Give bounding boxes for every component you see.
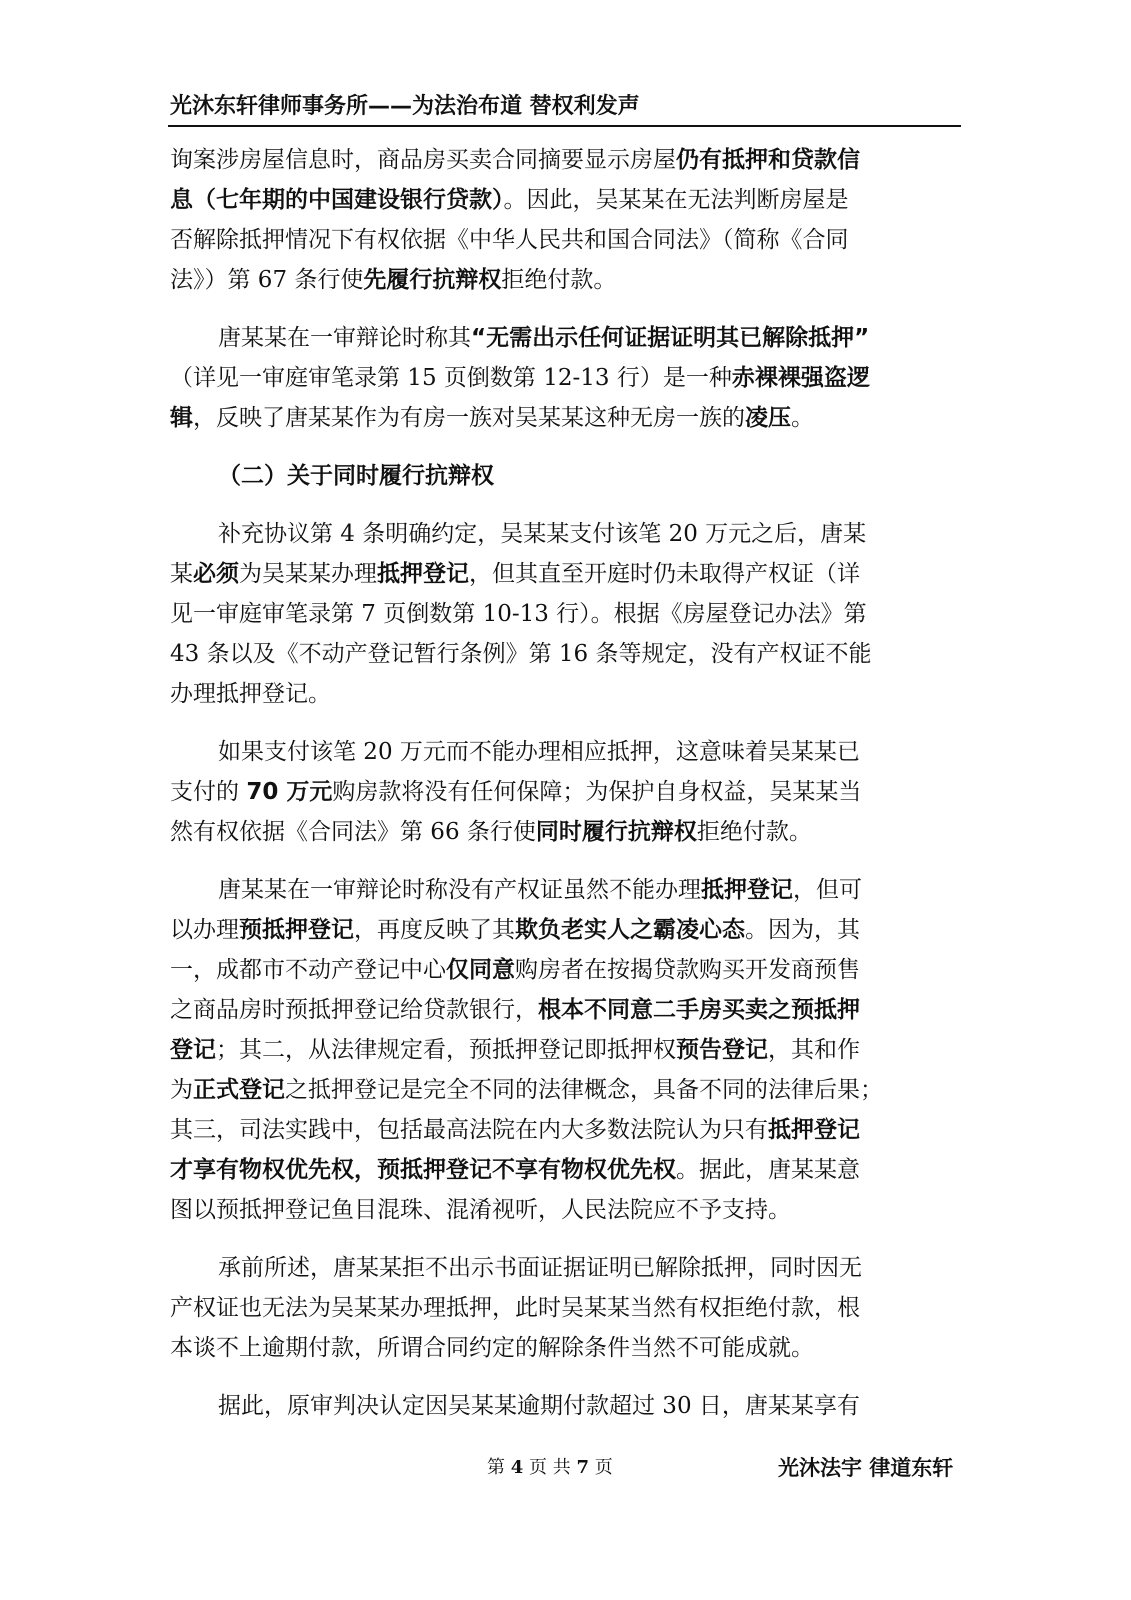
body-text: 购房者在按揭贷款购买开发商预售 bbox=[515, 957, 860, 983]
footer-slogan: 光沐法宇 律道东轩 bbox=[778, 1456, 954, 1480]
text-line bbox=[170, 950, 960, 990]
emphasis-text: 赤裸裸强盗逻 bbox=[731, 365, 870, 391]
text-line bbox=[170, 1150, 960, 1190]
page-number: 第 4 页 共 7 页 bbox=[487, 1457, 613, 1478]
text-line bbox=[170, 1030, 960, 1070]
emphasis-text: 才享有物权优先权，预抵押登记不享有物权优先权 bbox=[170, 1157, 676, 1183]
body-text: 拒绝付款。 bbox=[696, 819, 812, 845]
text-line bbox=[170, 260, 960, 300]
paragraph-p4 bbox=[170, 514, 960, 714]
body-text: 之抵押登记是完全不同的法律概念，具备不同的法律后果； bbox=[285, 1077, 883, 1103]
text-line bbox=[170, 398, 960, 438]
text-line bbox=[170, 318, 960, 358]
text-line bbox=[170, 594, 960, 634]
body-text: 支付的 bbox=[170, 779, 247, 805]
paragraph-p3 bbox=[170, 456, 960, 496]
emphasis-text: 预告登记 bbox=[676, 1037, 768, 1063]
text-line bbox=[170, 674, 960, 714]
emphasis-text: 预抵押登记 bbox=[239, 917, 354, 943]
header-divider bbox=[168, 125, 961, 127]
body-text: 见一审庭审笔录第 7 页倒数第 10-13 行）。根据《房屋登记办法》第 bbox=[170, 601, 867, 627]
body-text: 购房款将没有任何保障；为保护自身权益，吴某某当 bbox=[332, 779, 862, 805]
body-text: 本谈不上逾期付款，所谓合同约定的解除条件当然不可能成就。 bbox=[170, 1335, 814, 1361]
emphasis-text: 凌压 bbox=[745, 405, 791, 431]
body-text: 补充协议第 4 条明确约定，吴某某支付该笔 20 万元之后，唐某 bbox=[218, 521, 867, 547]
document-body bbox=[170, 140, 960, 1426]
body-text: 某 bbox=[170, 561, 193, 587]
paragraph-p7 bbox=[170, 1248, 960, 1368]
body-text: 图以预抵押登记鱼目混珠、混淆视听，人民法院应不予支持。 bbox=[170, 1197, 791, 1223]
text-line bbox=[170, 910, 960, 950]
emphasis-text: “无需出示任何证据证明其已解除抵押” bbox=[471, 325, 870, 351]
body-text: 否解除抵押情况下有权依据《中华人民共和国合同法》（简称《合同 bbox=[170, 227, 849, 253]
body-text: ，其和作 bbox=[768, 1037, 860, 1063]
text-line bbox=[170, 634, 960, 674]
page-header: 光沐东轩律师事务所——为法治布道 替权利发声 bbox=[170, 94, 640, 119]
text-line bbox=[170, 554, 960, 594]
text-line bbox=[170, 456, 960, 496]
body-text: 承前所述，唐某某拒不出示书面证据证明已解除抵押，同时因无 bbox=[218, 1255, 862, 1281]
emphasis-text: 70 万元 bbox=[246, 779, 333, 805]
text-line bbox=[170, 140, 960, 180]
emphasis-text: 先履行抗辩权 bbox=[363, 267, 502, 293]
text-line bbox=[170, 1070, 960, 1110]
text-line bbox=[170, 772, 960, 812]
body-text: 。因此，吴某某在无法判断房屋是 bbox=[503, 187, 849, 213]
text-line bbox=[170, 1288, 960, 1328]
body-text: 法》）第 67 条行使 bbox=[170, 267, 364, 293]
text-line bbox=[170, 220, 960, 260]
emphasis-text: 正式登记 bbox=[193, 1077, 285, 1103]
body-text: 一，成都市不动产登记中心 bbox=[170, 957, 446, 983]
body-text: 然有权依据《合同法》第 66 条行使 bbox=[170, 819, 536, 845]
body-text: 其三，司法实践中，包括最高法院在内大多数法院认为只有 bbox=[170, 1117, 768, 1143]
body-text: 产权证也无法为吴某某办理抵押，此时吴某某当然有权拒绝付款，根 bbox=[170, 1295, 860, 1321]
body-text: 如果支付该笔 20 万元而不能办理相应抵押，这意味着吴某某已 bbox=[218, 739, 860, 765]
text-line bbox=[170, 990, 960, 1030]
body-text: 据此，原审判决认定因吴某某逾期付款超过 30 日，唐某某享有 bbox=[218, 1393, 860, 1419]
body-text: 办理抵押登记。 bbox=[170, 681, 331, 707]
emphasis-text: 根本不同意二手房买卖之预抵押 bbox=[538, 997, 860, 1023]
text-line bbox=[170, 180, 960, 220]
body-text: 。因为，其 bbox=[745, 917, 860, 943]
text-line bbox=[170, 732, 960, 772]
text-line bbox=[170, 1386, 960, 1426]
body-text: ，再度反映了其 bbox=[354, 917, 515, 943]
emphasis-text: 仅同意 bbox=[446, 957, 515, 983]
emphasis-text: 抵押登记 bbox=[768, 1117, 860, 1143]
paragraph-p2 bbox=[170, 318, 960, 438]
text-line bbox=[170, 358, 960, 398]
body-text: 为 bbox=[170, 1077, 193, 1103]
emphasis-text: 仍有抵押和贷款信 bbox=[676, 147, 860, 173]
text-line bbox=[170, 514, 960, 554]
emphasis-text: 辑 bbox=[170, 405, 193, 431]
body-text: 。据此，唐某某意 bbox=[676, 1157, 860, 1183]
emphasis-text: 欺负老实人之霸凌心态 bbox=[515, 917, 745, 943]
body-text: ；其二，从法律规定看，预抵押登记即抵押权 bbox=[216, 1037, 676, 1063]
body-text: 唐某某在一审辩论时称其 bbox=[218, 325, 471, 351]
text-line bbox=[170, 1190, 960, 1230]
emphasis-text: （二）关于同时履行抗辩权 bbox=[218, 463, 494, 489]
body-text: ，但其直至开庭时仍未取得产权证（详 bbox=[469, 561, 860, 587]
text-line bbox=[170, 812, 960, 852]
paragraph-p1 bbox=[170, 140, 960, 300]
paragraph-p8 bbox=[170, 1386, 960, 1426]
paragraph-p5 bbox=[170, 732, 960, 852]
text-line bbox=[170, 870, 960, 910]
emphasis-text: 抵押登记 bbox=[701, 877, 793, 903]
text-line bbox=[170, 1328, 960, 1368]
emphasis-text: 必须 bbox=[193, 561, 239, 587]
body-text: （详见一审庭审笔录第 15 页倒数第 12-13 行）是一种 bbox=[170, 365, 732, 391]
text-line bbox=[170, 1248, 960, 1288]
body-text: 43 条以及《不动产登记暂行条例》第 16 条等规定，没有产权证不能 bbox=[170, 641, 872, 667]
text-line bbox=[170, 1110, 960, 1150]
emphasis-text: 同时履行抗辩权 bbox=[535, 819, 697, 845]
body-text: 以办理 bbox=[170, 917, 239, 943]
body-text: 拒绝付款。 bbox=[501, 267, 617, 293]
body-text: 为吴某某办理 bbox=[239, 561, 377, 587]
body-text: 唐某某在一审辩论时称没有产权证虽然不能办理 bbox=[218, 877, 701, 903]
emphasis-text: 息（七年期的中国建设银行贷款） bbox=[170, 187, 504, 213]
paragraph-p6 bbox=[170, 870, 960, 1230]
body-text: ，反映了唐某某作为有房一族对吴某某这种无房一族的 bbox=[193, 405, 745, 431]
emphasis-text: 抵押登记 bbox=[377, 561, 469, 587]
body-text: 。 bbox=[791, 405, 814, 431]
emphasis-text: 登记 bbox=[170, 1037, 216, 1063]
body-text: ，但可 bbox=[793, 877, 862, 903]
body-text: 之商品房时预抵押登记给贷款银行， bbox=[170, 997, 538, 1023]
body-text: 询案涉房屋信息时，商品房买卖合同摘要显示房屋 bbox=[170, 147, 676, 173]
